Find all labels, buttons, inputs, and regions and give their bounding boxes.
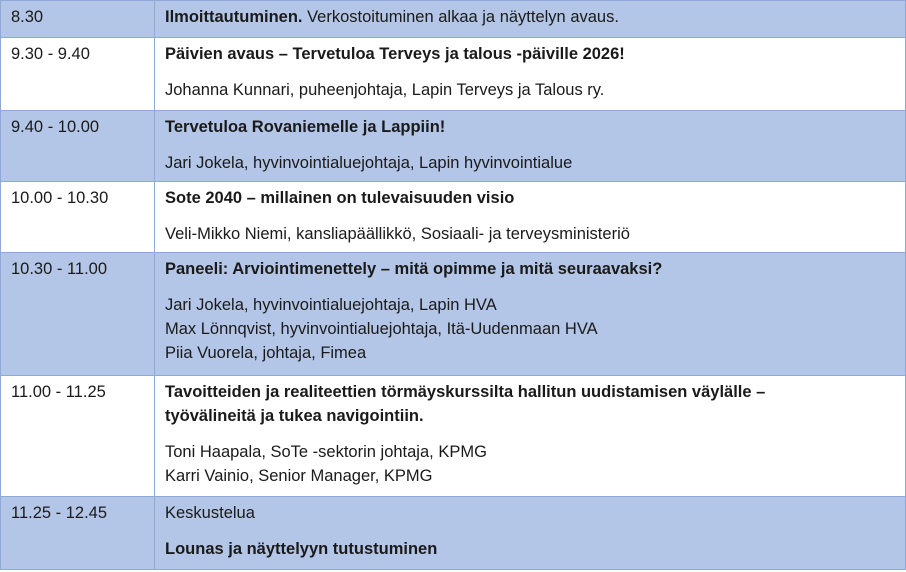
speaker: Jari Jokela, hyvinvointialuejohtaja, Lapin hyvinvointialue [165, 154, 573, 172]
time-cell: 9.40 - 10.00 [1, 111, 155, 182]
speaker: Karri Vainio, Senior Manager, KPMG [165, 467, 433, 485]
agenda-row [1, 376, 906, 497]
speaker: Veli-Mikko Niemi, kansliapäällikkö, Sosiaali- ja terveysministeriö [165, 225, 630, 243]
agenda-row [1, 1, 906, 38]
speaker: Max Lönnqvist, hyvinvointialuejohtaja, Itä-Uudenmaan HVA [165, 320, 598, 338]
speaker: Piia Vuorela, johtaja, Fimea [165, 344, 367, 362]
content-cell [155, 38, 906, 111]
time-cell: 9.30 - 9.40 [1, 38, 155, 111]
session-title-line: Tavoitteiden ja realiteettien törmäyskurssilta hallitun uudistamisen väylälle – [165, 383, 766, 401]
session-title: Paneeli: Arviointimenettely – mitä opimme ja mitä seuraavaksi? [165, 260, 663, 278]
content-cell [155, 253, 906, 376]
time-cell: 11.25 - 12.45 [1, 497, 155, 570]
session-title: Lounas ja näyttelyyn tutustuminen [165, 540, 438, 558]
session-text: Keskustelua [165, 504, 255, 522]
session-title: Ilmoittautuminen. [165, 8, 303, 26]
agenda-row [1, 38, 906, 111]
content-cell [155, 497, 906, 570]
content-cell [155, 1, 906, 38]
agenda-row [1, 111, 906, 182]
session-title: Tervetuloa Rovaniemelle ja Lappiin! [165, 118, 446, 136]
session-title: Sote 2040 – millainen on tulevaisuuden visio [165, 189, 515, 207]
time-cell: 11.00 - 11.25 [1, 376, 155, 497]
agenda-row [1, 253, 906, 376]
time-cell: 10.30 - 11.00 [1, 253, 155, 376]
speaker: Toni Haapala, SoTe -sektorin johtaja, KPMG [165, 443, 487, 461]
speaker: Jari Jokela, hyvinvointialuejohtaja, Lapin HVA [165, 296, 497, 314]
content-cell [155, 376, 906, 497]
time-cell: 10.00 - 10.30 [1, 182, 155, 253]
session-title-line: työvälineitä ja tukea navigointiin. [165, 407, 424, 425]
content-cell [155, 182, 906, 253]
speaker: Johanna Kunnari, puheenjohtaja, Lapin Terveys ja Talous ry. [165, 81, 605, 99]
session-title: Päivien avaus – Tervetuloa Terveys ja talous -päiville 2026! [165, 45, 625, 63]
agenda-row [1, 497, 906, 570]
agenda-row [1, 182, 906, 253]
session-text: Verkostoituminen alkaa ja näyttelyn avaus. [302, 8, 619, 26]
content-cell [155, 111, 906, 182]
time-cell: 8.30 [1, 1, 155, 38]
